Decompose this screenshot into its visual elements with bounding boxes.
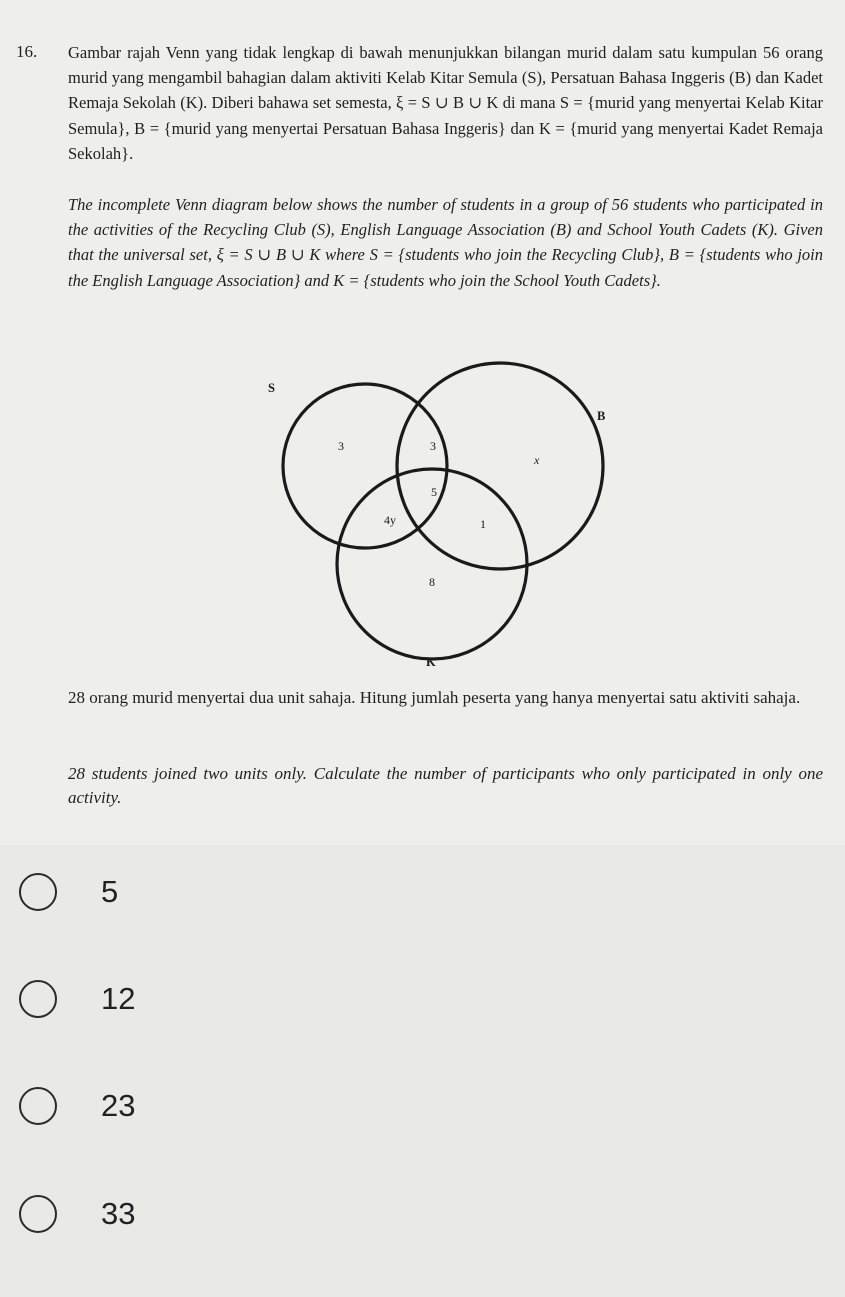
venn-region-s-b-k: 5 [431,485,437,499]
radio-button[interactable] [19,873,57,911]
option-2[interactable] [0,960,845,1040]
prompt-text-english: 28 students joined two units only. Calculate the number of participants who only participated in only one activity. [68,764,823,807]
option-3[interactable] [0,1067,845,1147]
venn-region-b-k: 1 [480,517,486,531]
option-label: 5 [101,874,119,909]
venn-region-b-only: x [534,453,540,467]
venn-region-s-only: 3 [338,439,344,453]
question-text-english: The incomplete Venn diagram below shows the number of students in a group of 56 students who participated in the activities of the Recycling Club (S), English Language Association (B) and School Youth Cadets (K). Given that the universal set, ξ = S ∪ B ∪ K where S = {students who join the Recycling Club}, B = {students who join the English Language Association} and K = {students who join the School Youth Cadets}. [68,195,823,290]
option-4[interactable] [0,1175,845,1255]
venn-circle-b [397,363,606,569]
question-number: 16. [16,42,38,61]
venn-circle-s [283,384,447,548]
venn-label-k: K [426,655,436,669]
option-label: 33 [101,1196,136,1231]
venn-region-s-b: 3 [430,439,436,453]
radio-button[interactable] [19,1087,57,1125]
venn-region-s-k: 4y [384,513,396,527]
prompt-text-malay: 28 orang murid menyertai dua unit sahaja. Hitung jumlah peserta yang hanya menyertai satu aktiviti sahaja. [68,688,801,707]
radio-button[interactable] [19,980,57,1018]
option-label: 12 [101,981,136,1016]
radio-button[interactable] [19,1195,57,1233]
option-label: 23 [101,1088,136,1123]
venn-label-b: B [597,409,606,423]
option-1[interactable] [0,853,845,933]
venn-region-k-only: 8 [429,575,435,589]
venn-label-s: S [268,381,275,395]
question-text-malay: Gambar rajah Venn yang tidak lengkap di bawah menunjukkan bilangan murid dalam satu kumpulan 56 orang murid yang mengambil bahagian dalam aktiviti Kelab Kitar Semula (S), Persatuan Bahasa Inggeris (B) dan Kadet Remaja Sekolah (K). Diberi bahawa set semesta, ξ = S ∪ B ∪ K di mana S = {murid yang menyertai Kelab Kitar Semula}, B = {murid yang menyertai Persatuan Bahasa Inggeris} dan K = {murid yang menyertai Kadet Remaja Sekolah}. [68,43,823,163]
